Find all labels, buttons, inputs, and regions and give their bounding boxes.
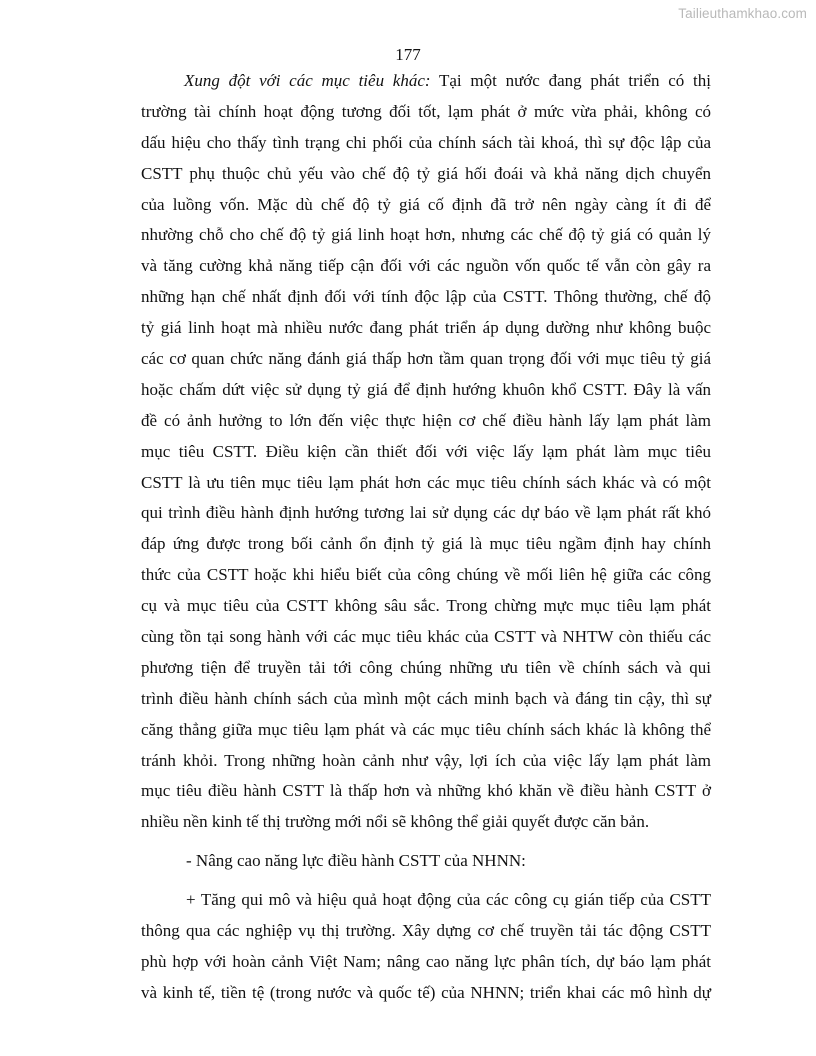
paragraph-conflict-with-other-objectives — [141, 66, 711, 838]
paragraph-line: thức của CSTT hoặc khi hiểu biết của công chúng về mối liên hệ giữa các công — [141, 565, 711, 585]
paragraph-line: cùng tồn tại song hành với các mục tiêu khác của CSTT và NHTW còn thiếu các — [141, 627, 711, 647]
list-heading: - Nâng cao năng lực điều hành CSTT của NHNN: — [186, 851, 526, 871]
watermark: Tailieuthamkhao.com — [678, 6, 807, 21]
paragraph-line: đề có ảnh hưởng to lớn đến việc thực hiện cơ chế điều hành lấy lạm phát làm — [141, 410, 711, 430]
paragraph-line: mục tiêu điều hành CSTT là thấp hơn và những khó khăn về điều hành CSTT ở — [141, 781, 711, 801]
paragraph-line: thông qua các nghiệp vụ thị trường. Xây dựng cơ chế truyền tải tác động CSTT — [141, 921, 711, 941]
paragraph-line: và tăng cường khả năng tiếp cận đối với các nguồn vốn quốc tế vẫn còn gây ra — [141, 256, 711, 276]
italic-lead-phrase: Xung đột với các mục tiêu khác: — [184, 71, 431, 90]
paragraph-line: và kinh tế, tiền tệ (trong nước và quốc tế) của NHNN; triển khai các mô hình dự — [141, 982, 711, 1002]
paragraph-line: nhường chỗ cho chế độ tỷ giá linh hoạt hơn, nhưng các chế độ tỷ giá có quản lý — [141, 225, 711, 245]
paragraph-gap — [141, 877, 711, 885]
paragraph-line: tránh khỏi. Trong những hoàn cảnh như vậy, lợi ích của việc lấy lạm phát làm — [141, 750, 711, 770]
paragraph-line: các cơ quan chức năng đánh giá thấp hơn tầm quan trọng đối với mục tiêu tỷ giá — [141, 349, 711, 369]
paragraph-line: dấu hiệu cho thấy tình trạng chi phối của chính sách tài khoá, thì sự độc lập của — [141, 132, 711, 152]
paragraph-line — [141, 66, 711, 97]
paragraph-line-text: Tại một nước đang phát triển có thị — [430, 71, 711, 90]
paragraph-line: phương tiện để truyền tải tới công chúng những ưu tiên về chính sách và qui — [141, 657, 711, 677]
paragraph-line: những hạn chế nhất định đối với tính độc lập của CSTT. Thông thường, chế độ — [141, 287, 711, 307]
paragraph-line: hoặc chấm dứt việc sử dụng tỷ giá để định hướng khuôn khổ CSTT. Đây là vấn — [141, 379, 711, 399]
paragraph-line: căng thẳng giữa mục tiêu lạm phát và các mục tiêu chính sách khác là không thể — [141, 719, 711, 739]
paragraph-line: qui trình điều hành định hướng tương lai sử dụng các dự báo về lạm phát rất khó — [141, 503, 711, 523]
page-number: 177 — [395, 45, 421, 64]
paragraph-line: CSTT là ưu tiên mục tiêu lạm phát hơn các mục tiêu chính sách khác và có một — [141, 472, 711, 492]
paragraph-line: trình điều hành chính sách của mình một cách minh bạch và đáng tin cậy, thì sự — [141, 688, 711, 708]
paragraph-line: của luồng vốn. Mặc dù chế độ tỷ giá cố định đã trở nên ngày càng ít đi để — [141, 194, 711, 214]
paragraph-line: phù hợp với hoàn cảnh Việt Nam; nâng cao năng lực phân tích, dự báo lạm phát — [141, 951, 711, 971]
paragraph-improve-capacity — [141, 885, 711, 1009]
paragraph-line: đáp ứng được trong bối cảnh ổn định tỷ giá là mục tiêu ngầm định hay chính — [141, 534, 711, 554]
paragraph-line: mục tiêu CSTT. Điều kiện cần thiết đối với việc lấy lạm phát làm mục tiêu — [141, 441, 711, 461]
paragraph-line: trường tài chính hoạt động tương đối tốt, lạm phát ở mức vừa phải, không có — [141, 101, 711, 121]
paragraph-line: + Tăng qui mô và hiệu quả hoạt động của các công cụ gián tiếp của CSTT — [186, 890, 711, 910]
page-body — [141, 66, 711, 1009]
paragraph-line: CSTT phụ thuộc chủ yếu vào chế độ tỷ giá hối đoái và khả năng dịch chuyển — [141, 163, 711, 183]
paragraph-line: tỷ giá linh hoạt mà nhiều nước đang phát triển áp dụng dường như không buộc — [141, 318, 711, 338]
paragraph-line: nhiều nền kinh tế thị trường mới nổi sẽ không thể giải quyết được căn bản. — [141, 812, 650, 832]
paragraph-gap — [141, 838, 711, 846]
paragraph-line: cụ và mục tiêu của CSTT không sâu sắc. Trong chừng mực mục tiêu lạm phát — [141, 596, 711, 616]
